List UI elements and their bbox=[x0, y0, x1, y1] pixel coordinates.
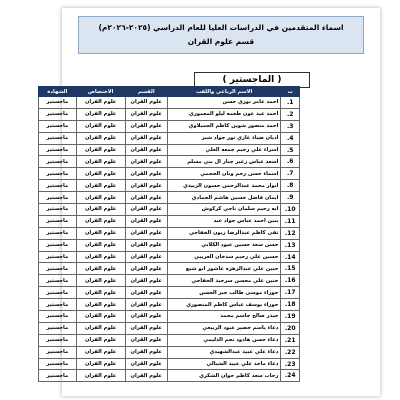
cell-num: 13. bbox=[281, 239, 300, 251]
cell-name: اسراء علي رحيم جمعه العلي bbox=[167, 144, 281, 156]
document-header bbox=[78, 16, 364, 54]
table-row bbox=[39, 108, 300, 120]
cell-spec: علوم القران bbox=[76, 108, 125, 120]
cell-degree: ماجستير bbox=[39, 287, 77, 299]
cell-num: 18. bbox=[281, 299, 300, 311]
cell-degree: ماجستير bbox=[39, 108, 77, 120]
header-degree: الشهادة bbox=[39, 87, 77, 97]
table-row bbox=[39, 263, 300, 275]
cell-spec: علوم القران bbox=[76, 299, 125, 311]
cell-num: 6. bbox=[281, 156, 300, 168]
cell-dept: علوم القران bbox=[125, 299, 167, 311]
cell-degree: ماجستير bbox=[39, 239, 77, 251]
cell-degree: ماجستير bbox=[39, 346, 77, 358]
cell-name: رحاب سعد كاظم حوان الشكري bbox=[167, 370, 281, 382]
cell-dept: علوم القران bbox=[125, 287, 167, 299]
cell-spec: علوم القران bbox=[76, 227, 125, 239]
table-row bbox=[39, 346, 300, 358]
cell-degree: ماجستير bbox=[39, 370, 77, 382]
cell-dept: علوم القران bbox=[125, 311, 167, 323]
cell-spec: علوم القران bbox=[76, 239, 125, 251]
cell-name: اسعد عباس زغير جبار ال بني مسلم bbox=[167, 156, 281, 168]
table-row bbox=[39, 322, 300, 334]
cell-name: اسماء حسن رحم ونان الحجمي bbox=[167, 168, 281, 180]
cell-degree: ماجستير bbox=[39, 311, 77, 323]
cell-num: 2. bbox=[281, 108, 300, 120]
table-row bbox=[39, 180, 300, 192]
header-name: الاسم الرباعي واللقب bbox=[167, 87, 281, 97]
cell-name: تقى كاظم عبدالرضا زبون الخفاجي bbox=[167, 227, 281, 239]
cell-spec: علوم القران bbox=[76, 251, 125, 263]
table-row bbox=[39, 334, 300, 346]
cell-dept: علوم القران bbox=[125, 322, 167, 334]
cell-name: انوار محمد عبدالرحمن حسون الزبيدي bbox=[167, 180, 281, 192]
cell-spec: علوم القران bbox=[76, 144, 125, 156]
cell-name: حنين علي عبدالزهره عاشور ابو شبع bbox=[167, 263, 281, 275]
cell-num: 3. bbox=[281, 120, 300, 132]
cell-name: ايه رحيم سلمان ناجي كركوش bbox=[167, 204, 281, 216]
cell-degree: ماجستير bbox=[39, 299, 77, 311]
table-row bbox=[39, 156, 300, 168]
cell-spec: علوم القران bbox=[76, 370, 125, 382]
cell-degree: ماجستير bbox=[39, 144, 77, 156]
cell-num: 24. bbox=[281, 370, 300, 382]
header-num: ت bbox=[281, 87, 300, 97]
cell-name: حوراء يوسف عباس كاظم المنصوري bbox=[167, 299, 281, 311]
header-dept: القسم bbox=[125, 87, 167, 97]
table-row bbox=[39, 358, 300, 370]
cell-degree: ماجستير bbox=[39, 192, 77, 204]
cell-dept: علوم القران bbox=[125, 108, 167, 120]
cell-num: 10. bbox=[281, 204, 300, 216]
cell-name: ايمان فاضل حسين هاشم الحمادي bbox=[167, 192, 281, 204]
cell-degree: ماجستير bbox=[39, 97, 77, 109]
cell-dept: علوم القران bbox=[125, 358, 167, 370]
table-row bbox=[39, 204, 300, 216]
cell-num: 9. bbox=[281, 192, 300, 204]
cell-degree: ماجستير bbox=[39, 358, 77, 370]
cell-degree: ماجستير bbox=[39, 322, 77, 334]
cell-dept: علوم القران bbox=[125, 370, 167, 382]
table-header-row bbox=[39, 87, 300, 97]
table-row bbox=[39, 299, 300, 311]
cell-num: 11. bbox=[281, 215, 300, 227]
cell-spec: علوم القران bbox=[76, 263, 125, 275]
cell-num: 16. bbox=[281, 275, 300, 287]
cell-num: 23. bbox=[281, 358, 300, 370]
cell-spec: علوم القران bbox=[76, 132, 125, 144]
cell-num: 17. bbox=[281, 287, 300, 299]
cell-degree: ماجستير bbox=[39, 227, 77, 239]
table-row bbox=[39, 239, 300, 251]
cell-num: 22. bbox=[281, 346, 300, 358]
cell-spec: علوم القران bbox=[76, 322, 125, 334]
cell-dept: علوم القران bbox=[125, 239, 167, 251]
cell-name: دعاء باسم خضير عبود الربيعي bbox=[167, 322, 281, 334]
cell-num: 14. bbox=[281, 251, 300, 263]
cell-dept: علوم القران bbox=[125, 346, 167, 358]
cell-num: 15. bbox=[281, 263, 300, 275]
cell-spec: علوم القران bbox=[76, 215, 125, 227]
cell-degree: ماجستير bbox=[39, 204, 77, 216]
cell-num: 1. bbox=[281, 97, 300, 109]
cell-num: 21. bbox=[281, 334, 300, 346]
cell-num: 19. bbox=[281, 311, 300, 323]
cell-num: 8. bbox=[281, 180, 300, 192]
cell-dept: علوم القران bbox=[125, 156, 167, 168]
cell-dept: علوم القران bbox=[125, 168, 167, 180]
cell-degree: ماجستير bbox=[39, 275, 77, 287]
cell-name: حوراء موسى طالب جبر الحسن bbox=[167, 287, 281, 299]
cell-spec: علوم القران bbox=[76, 287, 125, 299]
cell-num: 5. bbox=[281, 144, 300, 156]
table-row bbox=[39, 192, 300, 204]
cell-name: حيدر صالح جاسم محمد bbox=[167, 311, 281, 323]
cell-name: حسين علي رحيم سدخان العريبي bbox=[167, 251, 281, 263]
cell-num: 12. bbox=[281, 227, 300, 239]
table-row bbox=[39, 251, 300, 263]
table-row bbox=[39, 311, 300, 323]
cell-name: حنين علي محسن سرحيد الخفاجي bbox=[167, 275, 281, 287]
cell-spec: علوم القران bbox=[76, 97, 125, 109]
degree-heading: ( الماجستير ) bbox=[194, 72, 310, 88]
cell-spec: علوم القران bbox=[76, 275, 125, 287]
cell-dept: علوم القران bbox=[125, 120, 167, 132]
table-row bbox=[39, 97, 300, 109]
cell-spec: علوم القران bbox=[76, 358, 125, 370]
cell-dept: علوم القران bbox=[125, 97, 167, 109]
cell-degree: ماجستير bbox=[39, 156, 77, 168]
table-row bbox=[39, 132, 300, 144]
cell-name: احمد عامر نوري حسن bbox=[167, 97, 281, 109]
cell-dept: علوم القران bbox=[125, 263, 167, 275]
table-row bbox=[39, 168, 300, 180]
header-spec: الاختصاص bbox=[76, 87, 125, 97]
table-row bbox=[39, 275, 300, 287]
cell-spec: علوم القران bbox=[76, 180, 125, 192]
cell-degree: ماجستير bbox=[39, 120, 77, 132]
cell-name: اديان ضياء غازي نور جواد شبر bbox=[167, 132, 281, 144]
cell-num: 20. bbox=[281, 322, 300, 334]
cell-spec: علوم القران bbox=[76, 192, 125, 204]
cell-num: 4. bbox=[281, 132, 300, 144]
table-row bbox=[39, 120, 300, 132]
cell-name: بنين احمد عباس جواد عبد bbox=[167, 215, 281, 227]
table-row bbox=[39, 144, 300, 156]
table-row bbox=[39, 227, 300, 239]
cell-degree: ماجستير bbox=[39, 263, 77, 275]
cell-name: حسن سعد حسين عبود الكلابي bbox=[167, 239, 281, 251]
table-body bbox=[39, 97, 300, 382]
cell-name: دعاء علي عبيد عبدالشهيدي bbox=[167, 346, 281, 358]
cell-name: احمد منصور شوين كاظم الجميلاوي bbox=[167, 120, 281, 132]
department-name: قسم علوم القران bbox=[187, 37, 255, 46]
cell-spec: علوم القران bbox=[76, 156, 125, 168]
cell-spec: علوم القران bbox=[76, 346, 125, 358]
cell-dept: علوم القران bbox=[125, 144, 167, 156]
cell-spec: علوم القران bbox=[76, 334, 125, 346]
cell-dept: علوم القران bbox=[125, 204, 167, 216]
applicants-table bbox=[38, 86, 300, 382]
table-row bbox=[39, 370, 300, 382]
cell-dept: علوم القران bbox=[125, 132, 167, 144]
cell-name: احمد عبد عون طعمه ليلو المعموري bbox=[167, 108, 281, 120]
cell-dept: علوم القران bbox=[125, 334, 167, 346]
cell-dept: علوم القران bbox=[125, 180, 167, 192]
cell-degree: ماجستير bbox=[39, 251, 77, 263]
cell-degree: ماجستير bbox=[39, 215, 77, 227]
cell-spec: علوم القران bbox=[76, 311, 125, 323]
cell-dept: علوم القران bbox=[125, 227, 167, 239]
cell-spec: علوم القران bbox=[76, 204, 125, 216]
cell-dept: علوم القران bbox=[125, 192, 167, 204]
cell-name: دعاء حسن هادود نجم الدليمي bbox=[167, 334, 281, 346]
cell-dept: علوم القران bbox=[125, 251, 167, 263]
cell-spec: علوم القران bbox=[76, 168, 125, 180]
cell-degree: ماجستير bbox=[39, 132, 77, 144]
document-title: اسماء المتقدمين في الدراسات العليا للعام الدراسي (٢٠٢٥-٢٠٢٦م) bbox=[98, 23, 344, 32]
cell-dept: علوم القران bbox=[125, 275, 167, 287]
cell-dept: علوم القران bbox=[125, 215, 167, 227]
cell-num: 7. bbox=[281, 168, 300, 180]
cell-degree: ماجستير bbox=[39, 334, 77, 346]
table-row bbox=[39, 215, 300, 227]
cell-degree: ماجستير bbox=[39, 168, 77, 180]
cell-spec: علوم القران bbox=[76, 120, 125, 132]
cell-degree: ماجستير bbox=[39, 180, 77, 192]
cell-name: دعاء ماجد علي عبيد الشبالي bbox=[167, 358, 281, 370]
table-row bbox=[39, 287, 300, 299]
